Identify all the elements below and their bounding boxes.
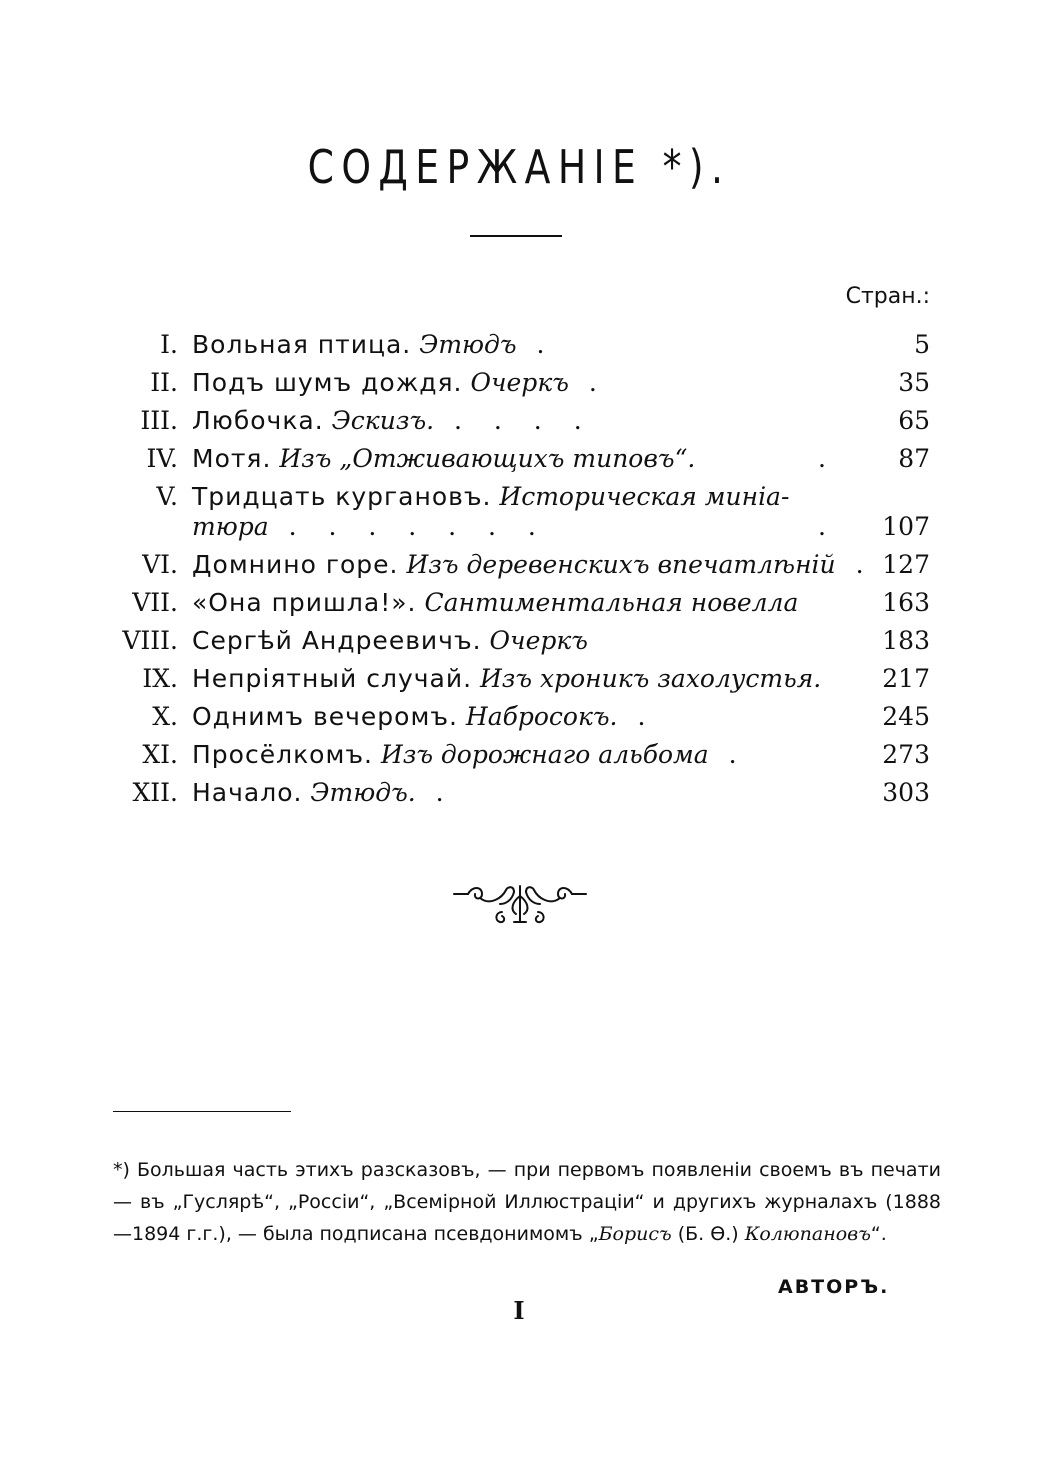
footnote-initials: (Б. Ѳ.) bbox=[671, 1223, 745, 1245]
toc-entry-title: Просёлкомъ. bbox=[192, 740, 373, 769]
toc-entry-title: «Она пришла!». bbox=[192, 588, 417, 617]
toc-entry bbox=[0, 702, 1038, 740]
toc-entry-text bbox=[192, 740, 749, 769]
toc-entry-page: 5 bbox=[914, 330, 930, 359]
toc-entry-number: VI. bbox=[142, 550, 178, 579]
toc-entry-page: 245 bbox=[882, 702, 930, 731]
toc-entry-number: III. bbox=[140, 406, 178, 435]
toc-entry-text bbox=[192, 550, 876, 579]
toc-entry-dots: . bbox=[516, 330, 557, 359]
toc-entry bbox=[0, 550, 1038, 588]
toc-entry-text bbox=[192, 626, 588, 655]
toc-entry-title: Непріятный случай. bbox=[192, 664, 473, 693]
toc-entry-text bbox=[192, 482, 789, 511]
toc-entry bbox=[0, 444, 1038, 482]
toc-entry-number: VII. bbox=[132, 588, 178, 617]
toc-entry-dots: . bbox=[415, 778, 456, 807]
toc-entry-subtitle: Эскизъ. bbox=[331, 406, 435, 435]
title-divider bbox=[470, 235, 562, 237]
toc-entry-page: 217 bbox=[882, 664, 930, 693]
toc-entry bbox=[0, 664, 1038, 702]
toc-entry-subtitle: тюра bbox=[192, 512, 269, 541]
toc-entry-page: 35 bbox=[898, 368, 930, 397]
toc-entry-text bbox=[192, 702, 657, 731]
toc-entry bbox=[0, 368, 1038, 406]
toc-entry-leader: . bbox=[818, 512, 826, 541]
toc-entry-text bbox=[192, 664, 821, 693]
toc-entry-subtitle: Изъ „Отживающихъ типовъ“. bbox=[279, 444, 696, 473]
toc-entry-text bbox=[192, 512, 548, 541]
toc-entry-number: X. bbox=[152, 702, 178, 731]
footnote-text: *) Большая часть этихъ разсказовъ, — при первомъ появленіи своемъ въ печати — въ „Гуслярѣ“, „Россіи“, „Всемірной Иллюстраціи“ и другихъ журналахъ (1888—1894 г.г.), — была подписана псевдонимомъ „ bbox=[113, 1159, 941, 1245]
toc-entry-text bbox=[192, 778, 456, 807]
footnote-close: “. bbox=[870, 1223, 887, 1245]
toc-entry-text bbox=[192, 368, 609, 397]
toc-entry-number: IX. bbox=[142, 664, 178, 693]
toc-entry bbox=[0, 512, 1038, 550]
toc-entry-text bbox=[192, 330, 556, 359]
toc-entry bbox=[0, 330, 1038, 368]
toc-entry-subtitle: Изъ деревенскихъ впечатлѣній bbox=[406, 550, 836, 579]
toc-entry-subtitle: Очеркъ bbox=[489, 626, 588, 655]
page-column-header: Стран.: bbox=[845, 284, 930, 309]
footnote bbox=[113, 1154, 941, 1250]
toc-entry-subtitle: Этюдъ. bbox=[310, 778, 416, 807]
toc-entry-page: 163 bbox=[882, 588, 930, 617]
toc-entry-dots: . bbox=[708, 740, 749, 769]
toc-entry-subtitle: Изъ хроникъ захолустья. bbox=[479, 664, 822, 693]
page-number: I bbox=[513, 1296, 525, 1325]
toc-entry-dots: . . . . bbox=[434, 406, 594, 435]
toc-entry-title: Мотя. bbox=[192, 444, 272, 473]
toc-entry-number: VIII. bbox=[122, 626, 178, 655]
toc-entry-dots: . bbox=[617, 702, 658, 731]
toc-entry-text bbox=[192, 406, 594, 435]
toc-entry bbox=[0, 778, 1038, 816]
toc-entry bbox=[0, 406, 1038, 444]
toc-entry bbox=[0, 588, 1038, 626]
toc-entry-number: XII. bbox=[132, 778, 178, 807]
toc-entry-page: 127 bbox=[882, 550, 930, 579]
toc-entry-title: Вольная птица. bbox=[192, 330, 412, 359]
toc-entry-subtitle: Изъ дорожнаго альбома bbox=[380, 740, 709, 769]
toc-entry-page: 273 bbox=[882, 740, 930, 769]
toc-entry-text bbox=[192, 444, 695, 473]
toc-entry-subtitle: Историческая миніа- bbox=[499, 482, 790, 511]
toc-entry-subtitle: Очеркъ bbox=[470, 368, 569, 397]
toc-entry-page: 65 bbox=[898, 406, 930, 435]
toc-entry-title: Сергѣй Андреевичъ. bbox=[192, 626, 482, 655]
toc-entry-page: 303 bbox=[882, 778, 930, 807]
toc-entry-number: V. bbox=[156, 482, 178, 511]
toc-entry-number: II. bbox=[150, 368, 178, 397]
ornament-icon bbox=[450, 878, 590, 934]
toc-entry bbox=[0, 626, 1038, 664]
toc-entry bbox=[0, 740, 1038, 778]
toc-entry-title: Подъ шумъ дождя. bbox=[192, 368, 463, 397]
toc-entry-page: 183 bbox=[882, 626, 930, 655]
toc-entry-text bbox=[192, 588, 798, 617]
toc-entry-subtitle: Сантиментальная новелла bbox=[424, 588, 799, 617]
toc-entry-number: IV. bbox=[146, 444, 178, 473]
toc-entry-page: 107 bbox=[882, 512, 930, 541]
toc-entry-dots: . . . . . . . bbox=[268, 512, 548, 541]
toc-entry-title: Тридцать кургановъ. bbox=[192, 482, 492, 511]
toc-entry-page: 87 bbox=[898, 444, 930, 473]
author-signature: АВТОРЪ. bbox=[778, 1276, 890, 1298]
footnote-divider bbox=[113, 1111, 291, 1112]
toc-entry-dots: . bbox=[835, 550, 876, 579]
footnote-pseudonym-first: Борисъ bbox=[598, 1223, 672, 1245]
toc-entry-title: Начало. bbox=[192, 778, 303, 807]
toc-entry-dots: . bbox=[568, 368, 609, 397]
toc-entry-leader: . bbox=[818, 444, 826, 473]
toc-entry-title: Домнино горе. bbox=[192, 550, 399, 579]
toc-entry-number: XI. bbox=[142, 740, 178, 769]
page-title: СОДЕРЖАНІЕ *). bbox=[307, 140, 731, 194]
toc-entry-subtitle: Набросокъ. bbox=[465, 702, 618, 731]
toc-entry-title: Однимъ вечеромъ. bbox=[192, 702, 458, 731]
footnote-pseudonym-last: Колюпановъ bbox=[744, 1223, 871, 1245]
toc-entry-subtitle: Этюдъ bbox=[419, 330, 517, 359]
toc-entry-number: I. bbox=[160, 330, 178, 359]
toc-entry-title: Любочка. bbox=[192, 406, 324, 435]
